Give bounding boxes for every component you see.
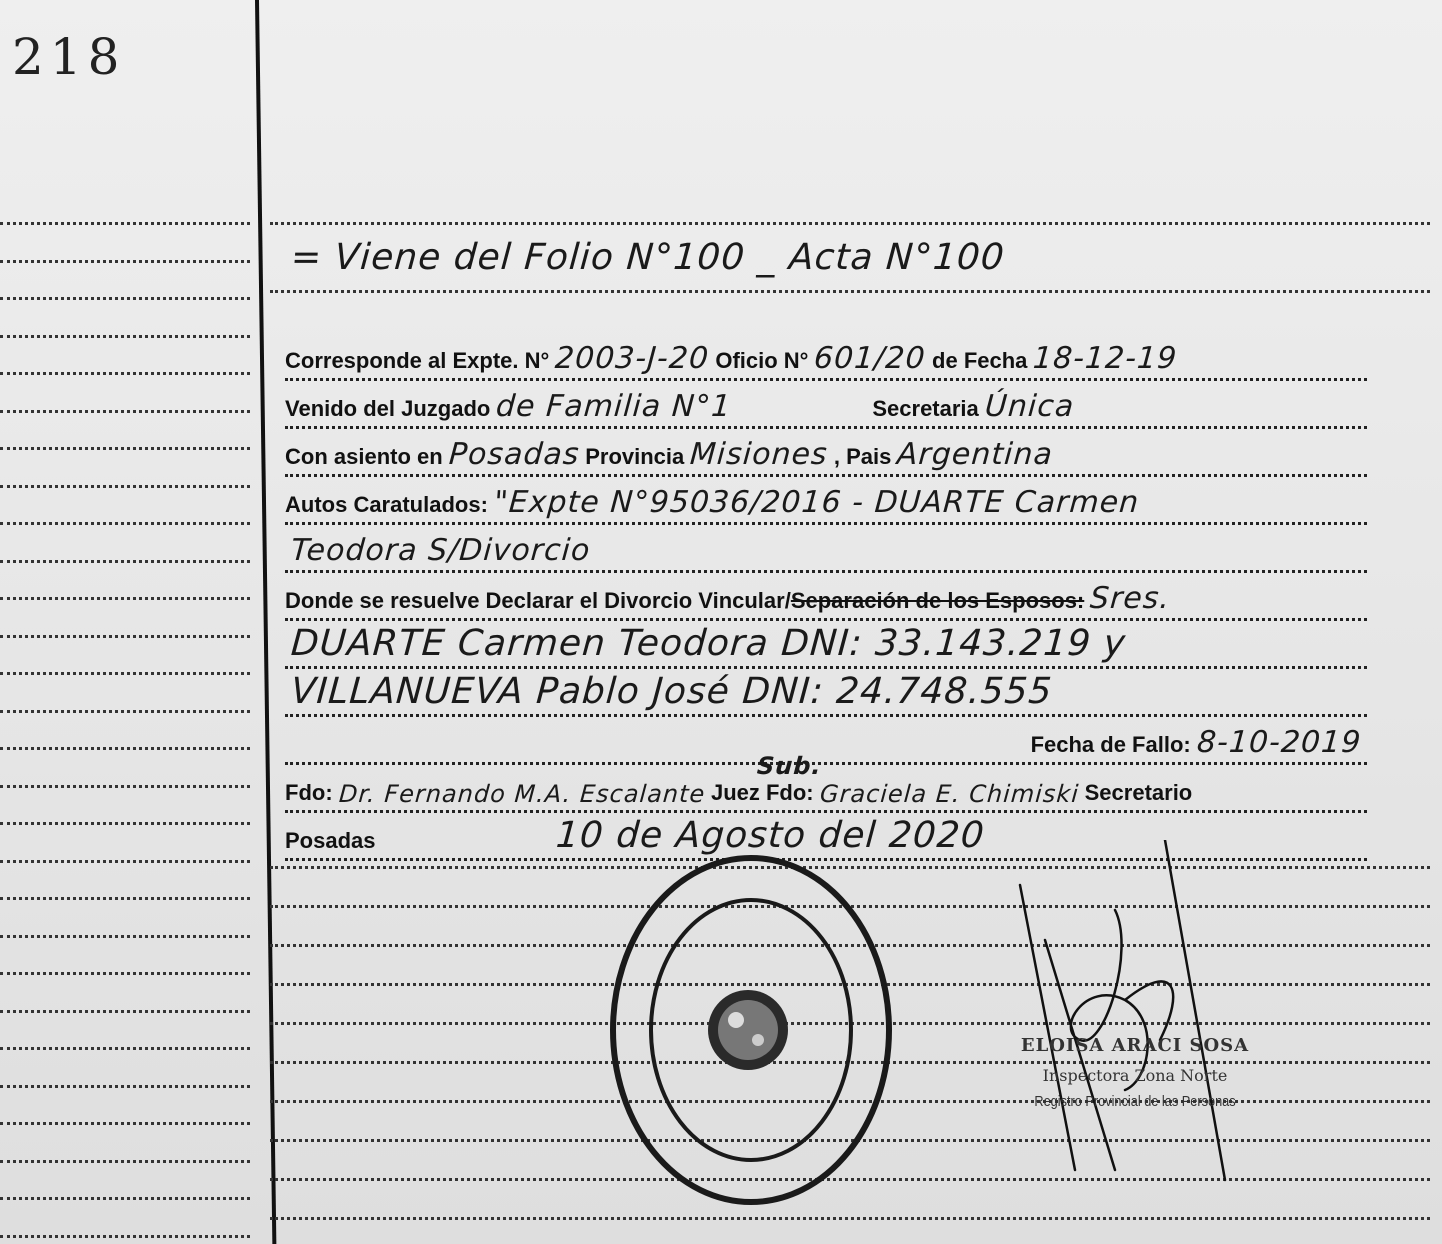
juzgado-label: Venido del Juzgado [285,396,491,421]
autos-line [285,482,1367,525]
ruling-line [0,1197,250,1200]
ruling-line [0,785,250,788]
juzgado-value: de Familia N°1 [495,389,734,424]
ruling-line [0,1160,250,1163]
ruling-line [0,672,250,675]
fecha-label: de Fecha [932,348,1028,373]
donde-value: Sres. [1089,581,1172,616]
fallo-line [285,722,1367,765]
posadas-label: Posadas [285,828,376,853]
autos-value-2: Teodora S/Divorcio [289,533,592,568]
donde-line [285,578,1367,621]
ruling-line [270,222,1430,225]
ruling-line [0,297,250,300]
ruling-line [0,522,250,525]
expte-line [285,338,1367,381]
spouse-1-line [285,623,1367,669]
juez-label: Juez Fdo: Sub. [710,752,823,805]
signatory-office: Registro Provincial de las Personas [1034,1093,1236,1110]
ruling-line [0,822,250,825]
handwritten-signature [985,840,1245,1190]
donde-label: Donde se resuelve Declarar el Divorcio Vincular/ [285,588,791,613]
oficio-label: Oficio N° [715,348,809,373]
asiento-label: Con asiento en [285,444,443,469]
pais-label: , Pais [833,444,892,469]
pais-value: Argentina [896,437,1055,472]
ruling-line [0,410,250,413]
ruling-line [0,1010,250,1013]
ruling-line [0,935,250,938]
expte-value: 2003-J-20 [554,341,711,376]
posadas-value: 10 de Agosto del 2020 [554,815,986,856]
column-divider [255,0,276,1244]
secretaria-label: Secretaria [872,396,979,421]
juzgado-line [285,386,1367,429]
fdo-value: Dr. Fernando M.A. Escalante [337,780,707,808]
fdo-label: Fdo: [285,780,333,805]
ruling-line [0,335,250,338]
ruling-line [0,897,250,900]
ruling-line [0,710,250,713]
ruling-line [0,447,250,450]
signatory-role: Inspectora Zona Norte [1042,1066,1228,1085]
header-note-line [285,237,1367,280]
ruling-line [0,222,250,225]
autos-value-1: "Expte N°95036/2016 - DUARTE Carmen [492,485,1141,520]
ruling-line [0,597,250,600]
ruling-line [0,860,250,863]
ruling-line [270,290,1430,293]
ruling-line [0,972,250,975]
autos-continuation-line [285,530,1367,573]
fallo-value: 8-10-2019 [1195,725,1363,760]
official-seal [606,850,896,1210]
secretaria-value: Única [983,389,1076,424]
secretario-value: Graciela E. Chimiski [818,780,1080,808]
signatory-block [990,1035,1280,1110]
sub-annotation: Sub. [756,752,823,780]
ruling-line [0,485,250,488]
spouse-2: VILLANUEVA Pablo José DNI: 24.748.555 [289,671,1054,712]
ruling-line [0,260,250,263]
fecha-value: 18-12-19 [1032,341,1179,376]
ruling-line [0,1122,250,1125]
left-margin-column [0,0,255,1244]
page-number: 218 [12,28,126,86]
donde-struck-text: Separación de los Esposos: [790,588,1085,613]
asiento-value: Posadas [447,437,581,472]
ruling-line [0,747,250,750]
autos-label: Autos Caratulados: [285,492,488,517]
provincia-value: Misiones [689,437,830,472]
ruling-line [0,560,250,563]
ruling-line [0,372,250,375]
ruling-line [0,1235,250,1238]
fdo-line [285,752,1367,813]
signatory-name: ELOISA ARACI SOSA [1020,1035,1250,1056]
spouse-1: DUARTE Carmen Teodora DNI: 33.143.219 y [289,623,1128,664]
spouse-2-line [285,671,1367,717]
expte-label: Corresponde al Expte. N° [285,348,550,373]
fallo-label: Fecha de Fallo: [1030,732,1191,757]
oficio-value: 601/20 [813,341,928,376]
secretario-label: Secretario [1084,780,1193,805]
ruling-line [270,1217,1430,1220]
provincia-label: Provincia [585,444,685,469]
ruling-line [0,1047,250,1050]
asiento-line [285,434,1367,477]
ruling-line [0,635,250,638]
ruling-line [0,1085,250,1088]
header-note: = Viene del Folio N°100 _ Acta N°100 [289,237,1007,278]
